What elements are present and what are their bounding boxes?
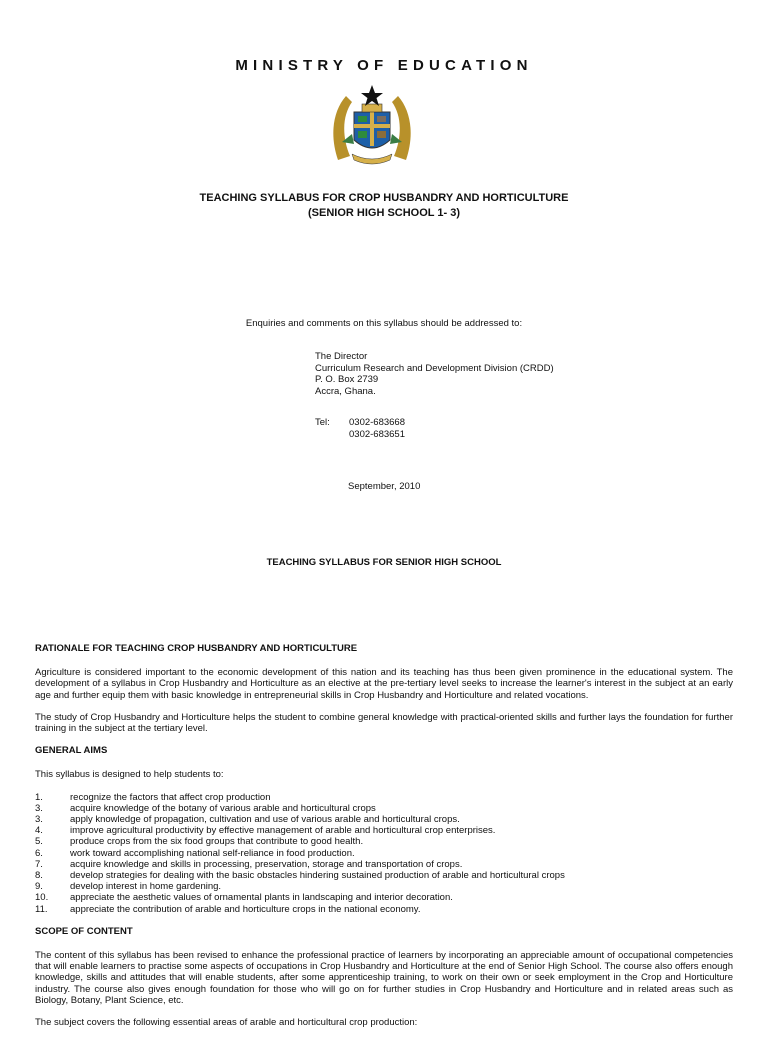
list-item bbox=[35, 848, 733, 859]
item-number: 3. bbox=[35, 802, 43, 814]
item-text: acquire knowledge and skills in processing, preservation, storage and transportation of crops. bbox=[70, 858, 463, 870]
item-number: 3. bbox=[35, 814, 43, 826]
list-item bbox=[35, 870, 733, 881]
enquiries-text: Enquiries and comments on this syllabus should be addressed to: bbox=[245, 318, 523, 329]
list-item bbox=[35, 792, 733, 803]
item-text: improve agricultural productivity by effective management of arable and horticultural crop enterprises. bbox=[70, 825, 496, 837]
list-item bbox=[35, 892, 733, 903]
telephone-block bbox=[315, 417, 405, 440]
scope-paragraph: The content of this syllabus has been revised to enhance the professional practice of learners by incorporating an appreciable amount of occupational competencies that will enable learners to practise some aspects of occupations in Crop Husbandry and Horticulture at the end of Senior High School. The course also offers enough knowledge, skills and attitudes that will enable students, after some apprenticeship training, to work on their own or seek employment in the Crop and Horticulture industry. The course also gives enough foundation for those who will go on for further studies in Crop Husbandry and Horticulture and in related areas such as Biology, Botany, Plant Science, etc. bbox=[35, 950, 733, 1006]
rationale-paragraph: Agriculture is considered important to the economic development of this nation and its teaching has thus been given prominence in the educational system. The development of a syllabus in Crop Husbandry and Horticulture as an elective at the pre-tertiary level seeks to increase the learner's interest in the subject at an early age and further equip them with basic knowledge in entrepreneurial skills in Crop Husbandry and Horticulture and related vocations. bbox=[35, 667, 733, 701]
item-text: work toward accomplishing national self-reliance in food production. bbox=[70, 847, 355, 859]
item-text: acquire knowledge of the botany of various arable and horticultural crops bbox=[70, 802, 376, 814]
item-text: produce crops from the six food groups that contribute to good health. bbox=[70, 836, 364, 848]
publication-date: September, 2010 bbox=[348, 481, 421, 492]
item-number: 8. bbox=[35, 870, 43, 882]
ghana-coat-of-arms-icon bbox=[328, 82, 416, 170]
general-aims-list bbox=[35, 792, 733, 915]
address-line: The Director bbox=[315, 351, 368, 362]
list-item bbox=[35, 904, 733, 915]
general-aims-intro: This syllabus is designed to help students to: bbox=[35, 769, 224, 781]
item-text: develop interest in home gardening. bbox=[70, 881, 222, 893]
item-number: 7. bbox=[35, 858, 43, 870]
address-line: Accra, Ghana. bbox=[315, 385, 376, 397]
syllabus-body bbox=[35, 643, 733, 1039]
list-item bbox=[35, 803, 733, 814]
syllabus-title: TEACHING SYLLABUS FOR CROP HUSBANDRY AND HORTICULTURE bbox=[199, 192, 569, 204]
list-item bbox=[35, 814, 733, 825]
item-number: 4. bbox=[35, 825, 43, 837]
scope-heading: SCOPE OF CONTENT bbox=[35, 925, 133, 937]
item-number: 10. bbox=[35, 892, 49, 904]
item-text: appreciate the contribution of arable and horticulture crops in the national economy. bbox=[70, 903, 421, 915]
list-item bbox=[35, 825, 733, 836]
list-item bbox=[35, 881, 733, 892]
ministry-heading: MINISTRY OF EDUCATION bbox=[235, 57, 533, 74]
item-number: 9. bbox=[35, 881, 43, 893]
rationale-heading: RATIONALE FOR TEACHING CROP HUSBANDRY AND HORTICULTURE bbox=[35, 643, 358, 654]
rationale-paragraph: The study of Crop Husbandry and Horticulture helps the student to combine general knowledge with practical-oriented skills and further lays the foundation for further training in the subject at the tertiary level. bbox=[35, 711, 733, 735]
section-heading-shs: TEACHING SYLLABUS FOR SENIOR HIGH SCHOOL bbox=[266, 557, 502, 568]
syllabus-subtitle: (SENIOR HIGH SCHOOL 1- 3) bbox=[308, 207, 460, 219]
item-text: apply knowledge of propagation, cultivation and use of various arable and horticultural crops. bbox=[70, 814, 460, 826]
address-line: Curriculum Research and Development Division (CRDD) bbox=[315, 362, 554, 374]
list-item bbox=[35, 836, 733, 847]
item-text: recognize the factors that affect crop production bbox=[70, 791, 271, 803]
scope-closing: The subject covers the following essential areas of arable and horticultural crop production: bbox=[35, 1017, 418, 1029]
tel-number: 0302-683668 bbox=[349, 417, 405, 428]
item-text: develop strategies for dealing with the basic obstacles hindering sustained production of arable and horticultural crops bbox=[70, 870, 565, 882]
item-text: appreciate the aesthetic values of ornamental plants in landscaping and interior decoration. bbox=[70, 892, 453, 904]
tel-label: Tel: bbox=[315, 417, 330, 428]
list-item bbox=[35, 859, 733, 870]
item-number: 6. bbox=[35, 847, 43, 859]
item-number: 1. bbox=[35, 791, 43, 803]
tel-number: 0302-683651 bbox=[349, 428, 405, 440]
address-block bbox=[315, 351, 554, 397]
general-aims-heading: GENERAL AIMS bbox=[35, 745, 108, 757]
address-line: P. O. Box 2739 bbox=[315, 374, 379, 385]
item-number: 11. bbox=[35, 903, 48, 915]
item-number: 5. bbox=[35, 836, 43, 848]
